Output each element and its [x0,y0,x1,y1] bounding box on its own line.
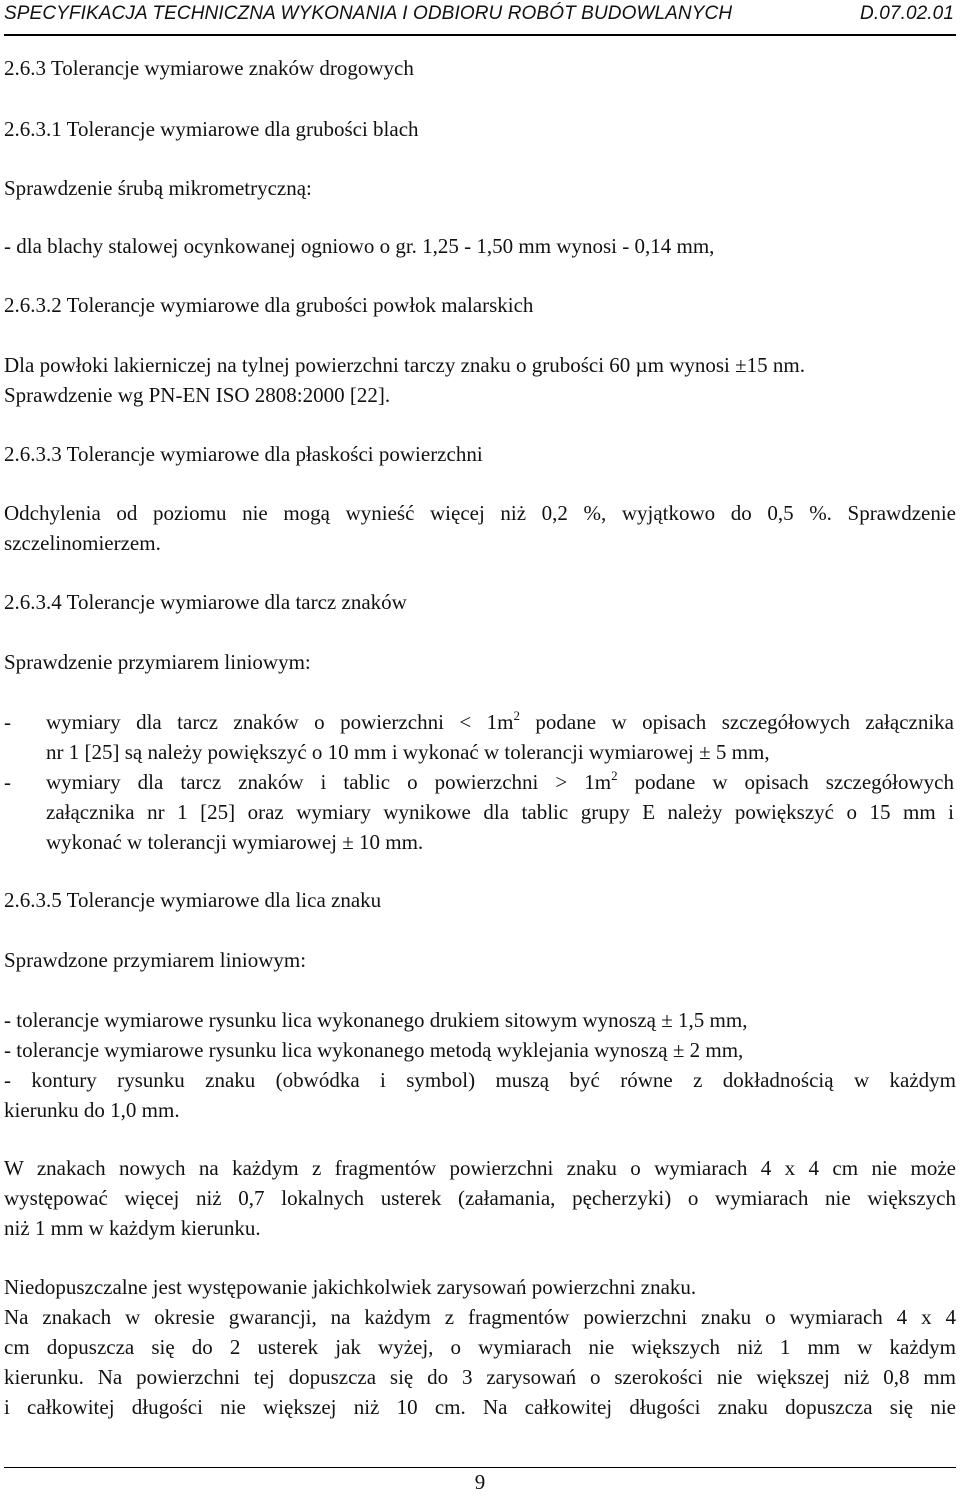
paragraph-line: W znakach nowych na każdym z fragmentów powierzchni znaku o wymiarach 4 x 4 cm nie może [4,1156,956,1180]
paragraph-line: Sprawdzenie wg PN-EN ISO 2808:2000 [22]. [4,383,391,407]
list-item-line: wymiary dla tarcz znaków o powierzchni < $1m^2$ podane w opisach szczegółowych załącznika [46,708,955,734]
header-title: SPECYFIKACJA TECHNICZNA WYKONANIA I ODBIORU ROBÓT BUDOWLANYCH [4,3,733,24]
subsection-heading: 2.6.3.5 Tolerancje wymiarowe dla lica znaku [4,888,382,912]
page-number: 9 [474,1470,486,1494]
paragraph-line: Odchylenia od poziomu nie mogą wynieść więcej niż 0,2 %, wyjątkowo do 0,5 %. Sprawdzenie [4,501,956,525]
paragraph-line: Sprawdzone przymiarem liniowym: [4,948,307,972]
paragraph-line: Sprawdzenie przymiarem liniowym: [4,650,311,674]
paragraph-line: szczelinomierzem. [4,531,161,555]
list-item-line: wymiary dla tarcz znaków i tablic o powierzchni > $1m^2$ podane w opisach szczegółowych [46,768,954,794]
section-heading: 2.6.3 Tolerancje wymiarowe znaków drogowych [4,56,414,80]
list-item: - tolerancje wymiarowe rysunku lica wykonanego metodą wyklejania wynoszą ± 2 mm, [4,1038,744,1062]
paragraph-line: Na znakach w okresie gwarancji, na każdym z fragmentów powierzchni znaku o wymiarach 4 x 4 [4,1305,956,1329]
subsection-heading: 2.6.3.1 Tolerancje wymiarowe dla grubości blach [4,117,419,141]
paragraph-line: Dla powłoki lakierniczej na tylnej powierzchni tarczy znaku o grubości 60 µm wynosi ±15 nm. [4,353,805,377]
subsection-heading: 2.6.3.2 Tolerancje wymiarowe dla grubości powłok malarskich [4,293,534,317]
list-item: - tolerancje wymiarowe rysunku lica wykonanego drukiem sitowym wynoszą ± 1,5 mm, [4,1008,748,1032]
paragraph-line: cm dopuszcza się do 2 usterek jak wyżej, o wymiarach nie większych niż 1 mm w każdym [4,1335,956,1359]
paragraph-line: występować więcej niż 0,7 lokalnych usterek (załamania, pęcherzyki) o wymiarach nie większych [4,1186,956,1210]
paragraph-line: Sprawdzenie śrubą mikrometryczną: [4,176,312,200]
list-item-line: nr 1 [25] są należy powiększyć o 10 mm i wykonać w tolerancji wymiarowej ± 5 mm, [46,740,770,764]
paragraph-line: i całkowitej długości nie większej niż 10 cm. Na całkowitej długości znaku dopuszcza się nie [4,1395,956,1419]
list-item-line: kierunku do 1,0 mm. [4,1098,180,1122]
paragraph-line: kierunku. Na powierzchni tej dopuszcza się do 3 zarysowań o szerokości nie większej niż 0,8 mm [4,1365,956,1389]
header-code: D.07.02.01 [860,3,954,24]
list-item: - kontury rysunku znaku (obwódka i symbol) muszą być równe z dokładnością w każdym [4,1068,956,1092]
footer-rule [4,1467,956,1468]
list-item: - dla blachy stalowej ocynkowanej ogniowo o gr. 1,25 - 1,50 mm wynosi - 0,14 mm, [4,234,715,258]
subsection-heading: 2.6.3.3 Tolerancje wymiarowe dla płaskości powierzchni [4,442,483,466]
page-header [4,0,956,36]
list-bullet: - [4,710,11,734]
list-item-line: wykonać w tolerancji wymiarowej ± 10 mm. [46,830,424,854]
list-item-line: załącznika nr 1 [25] oraz wymiary wynikowe dla tablic grupy E należy powiększyć o 15 mm i [46,800,954,824]
subsection-heading: 2.6.3.4 Tolerancje wymiarowe dla tarcz znaków [4,590,407,614]
paragraph-line: Niedopuszczalne jest występowanie jakichkolwiek zarysowań powierzchni znaku. [4,1275,697,1299]
paragraph-line: niż 1 mm w każdym kierunku. [4,1216,261,1240]
list-bullet: - [4,770,11,794]
